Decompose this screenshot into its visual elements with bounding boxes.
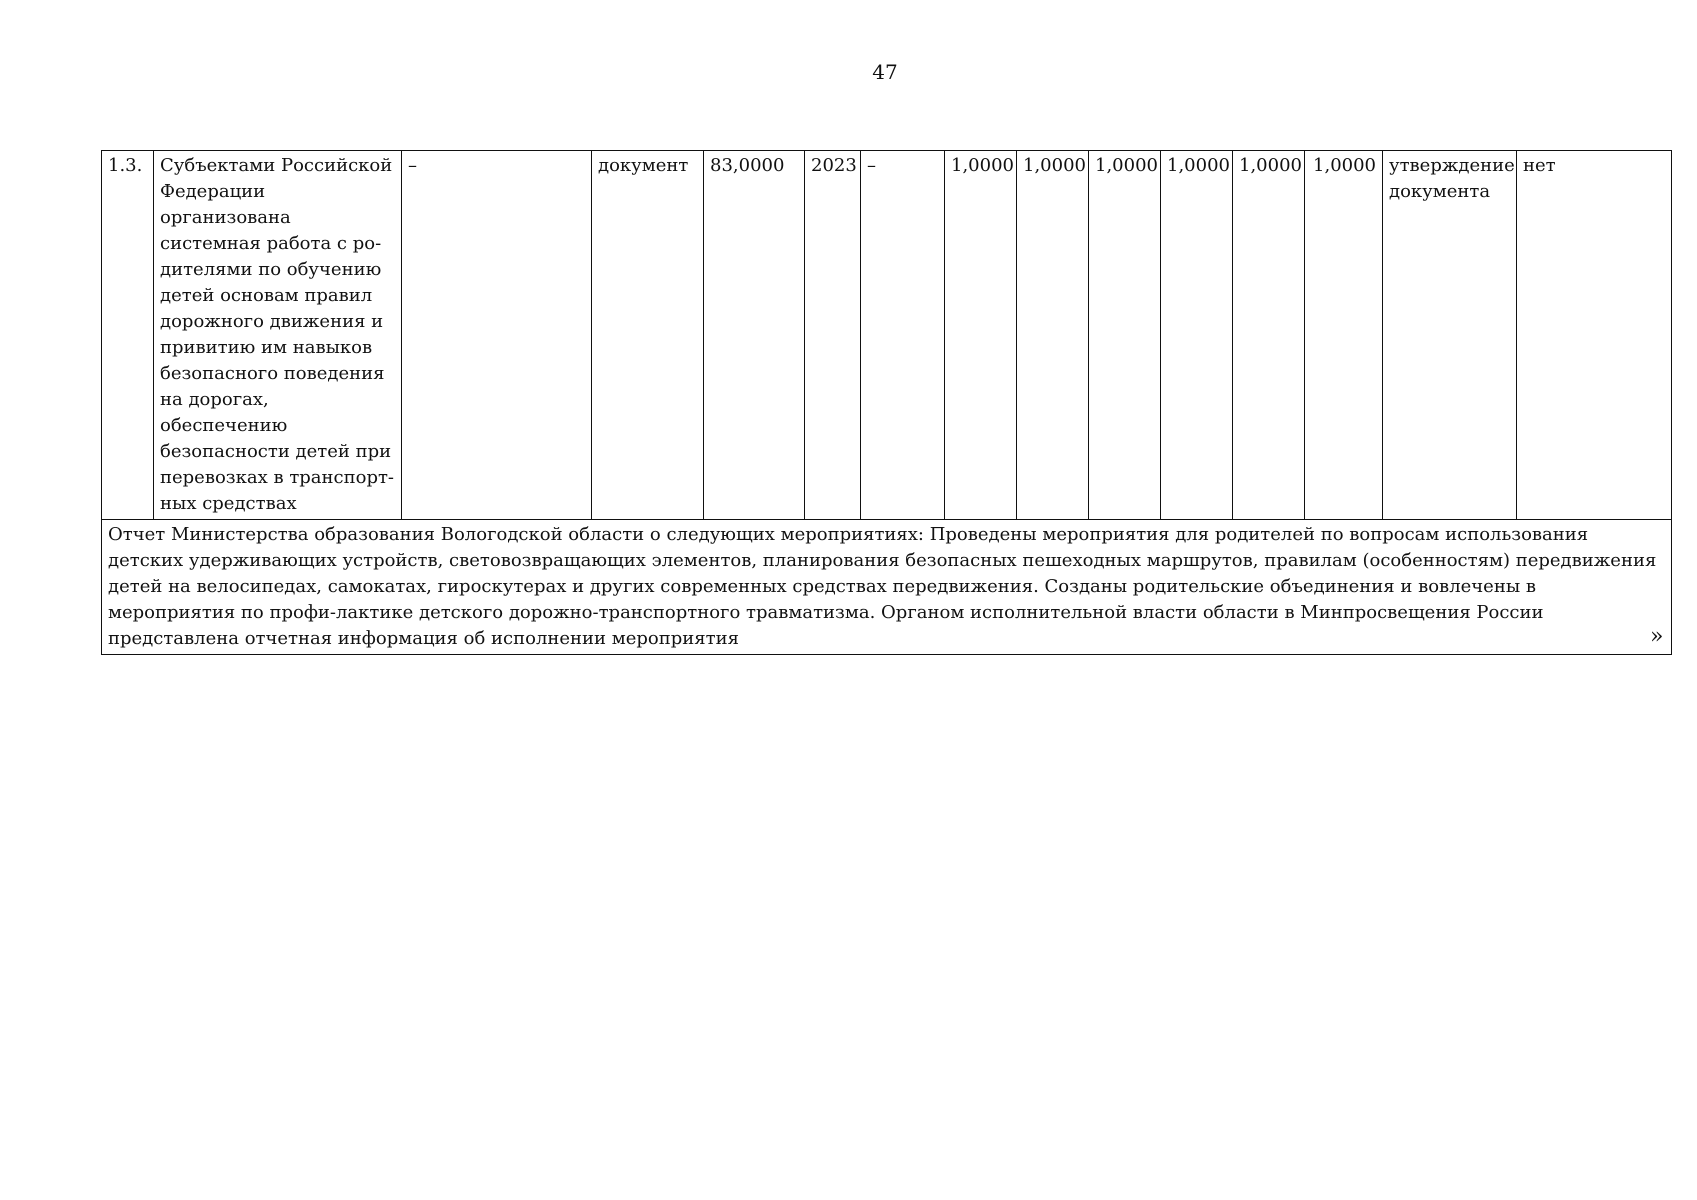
row-number: 1.3. [102,151,154,520]
unit-cell: документ [592,151,704,520]
report-text: Отчет Министерства образования Вологодской области о следующих мероприятиях: Проведены мероприятия для родителей по вопросам использования детских удерживающих устройств, световозвращающих элементов, планирования безопасных пешеходных маршрутов, правилам (особенностям) передвижения детей на велосипедах, самокатах, гироскутерах и других современных средствах передвижения. Созданы родительские объединения и вовлечены в мероприятия по профи-лактике детского дорожно-транспортного травматизма. Органом исполнительной власти области в Минпросвещения России представлена отчетная информация об исполнении мероприятия [102,520,1672,655]
year-cell: 2023 [805,151,861,520]
value-cell: 1,0000 [1161,151,1233,520]
value-cell: 1,0000 [1089,151,1161,520]
table-row [102,151,1672,520]
page-number: 47 [872,60,898,84]
closing-quote-mark: » [1650,624,1664,649]
dash-cell: – [402,151,592,520]
table-row [102,520,1672,655]
base-value-cell: 83,0000 [704,151,805,520]
measures-table [101,150,1672,655]
value-cell: 1,0000 [1233,151,1305,520]
result-type-cell: утверждение документа [1383,151,1517,520]
measure-description: Субъектами Российской Федерации организована системная работа с ро-дителями по обучению детей основам правил дорожного движения и привитию им навыков безопасного поведения на дорогах, обеспечению безопасности детей при перевозках в транспорт-ных средствах [154,151,402,520]
value-cell: 1,0000 [945,151,1017,520]
value-cell: 1,0000 [1017,151,1089,520]
value-cell: 1,0000 [1305,151,1383,520]
dash-cell: – [861,151,945,520]
flag-cell: нет [1517,151,1672,520]
